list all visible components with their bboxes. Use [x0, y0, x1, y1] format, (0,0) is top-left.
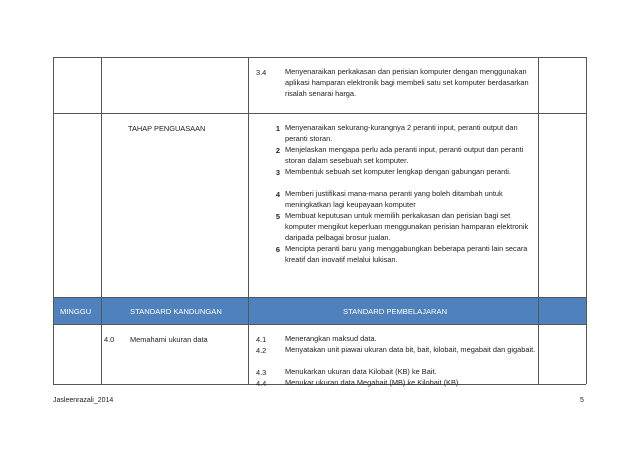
tahap-text: Mencipta peranti baru yang menggabungkan beberapa peranti lain secara kreatif dan inovatif melalui lukisan. — [285, 244, 528, 264]
tahap-text: Membuat keputusan untuk memilih perkakasan dan perisian bagi set komputer mengikut keperluan menggunakan perisian hamparan elektronik daripada pelbagai brosur jualan. — [285, 211, 529, 242]
tahap-num: 5 — [275, 212, 280, 221]
tahap-num: 6 — [275, 245, 280, 254]
header-minggu: MINGGU — [60, 307, 92, 316]
table-rule — [538, 57, 539, 384]
item-text: Menukar ukuran data Megabait (MB) ke Kilobait (KB). — [285, 378, 461, 387]
item-number: 4.3 — [256, 368, 267, 377]
table-rule — [53, 57, 586, 58]
item-text: Menyenaraikan perkakasan dan perisian komputer dengan menggunakan aplikasi hamparan elektronik bagi membeli satu set komputer berdasarkan risalah senarai harga. — [285, 67, 529, 98]
item-text: Menukarkan ukuran data Kilobait (KB) ke Bait. — [285, 367, 437, 376]
tahap-num: 2 — [275, 146, 280, 155]
section-number: 4.0 — [104, 335, 115, 344]
table-rule — [53, 113, 586, 114]
table-rule — [248, 57, 249, 384]
table-rule — [586, 57, 587, 384]
page-number: 5 — [580, 397, 584, 404]
footer-author: Jasleenrazali_2014 — [53, 397, 114, 404]
header-standard-kandungan: STANDARD KANDUNGAN — [130, 307, 222, 316]
tahap-label: TAHAP PENGUASAAN — [128, 124, 206, 133]
tahap-text: Menjelaskan mengapa perlu ada peranti input, peranti output dan peranti storan dalam sesebuah set komputer. — [285, 145, 524, 165]
table-rule — [53, 297, 586, 298]
tahap-num: 4 — [275, 190, 280, 199]
item-number: 4.2 — [256, 346, 267, 355]
section-title: Memahami ukuran data — [130, 335, 208, 344]
item-number: 4.4 — [256, 379, 267, 388]
tahap-num: 1 — [275, 124, 280, 133]
item-text: Menyatakan unit piawai ukuran data bit, bait, kilobait, megabait dan gigabait. — [285, 345, 536, 354]
table-rule — [53, 57, 54, 384]
tahap-num: 3 — [275, 168, 280, 177]
tahap-text: Menyenaraikan sekurang-kurangnya 2 peranti input, peranti output dan peranti storan. — [285, 123, 518, 143]
table-rule — [53, 324, 586, 325]
item-number: 4.1 — [256, 335, 267, 344]
item-text: Menerangkan maksud data. — [285, 334, 377, 343]
tahap-text: Memberi justifikasi mana-mana peranti yang boleh ditambah untuk meningkatkan lagi keupayaan komputer — [285, 189, 503, 209]
header-standard-pembelajaran: STANDARD PEMBELAJARAN — [343, 307, 448, 316]
table-rule — [101, 57, 102, 384]
tahap-text: Membentuk sebuah set komputer lengkap dengan gabungan peranti. — [285, 167, 511, 176]
item-number: 3.4 — [256, 68, 267, 77]
